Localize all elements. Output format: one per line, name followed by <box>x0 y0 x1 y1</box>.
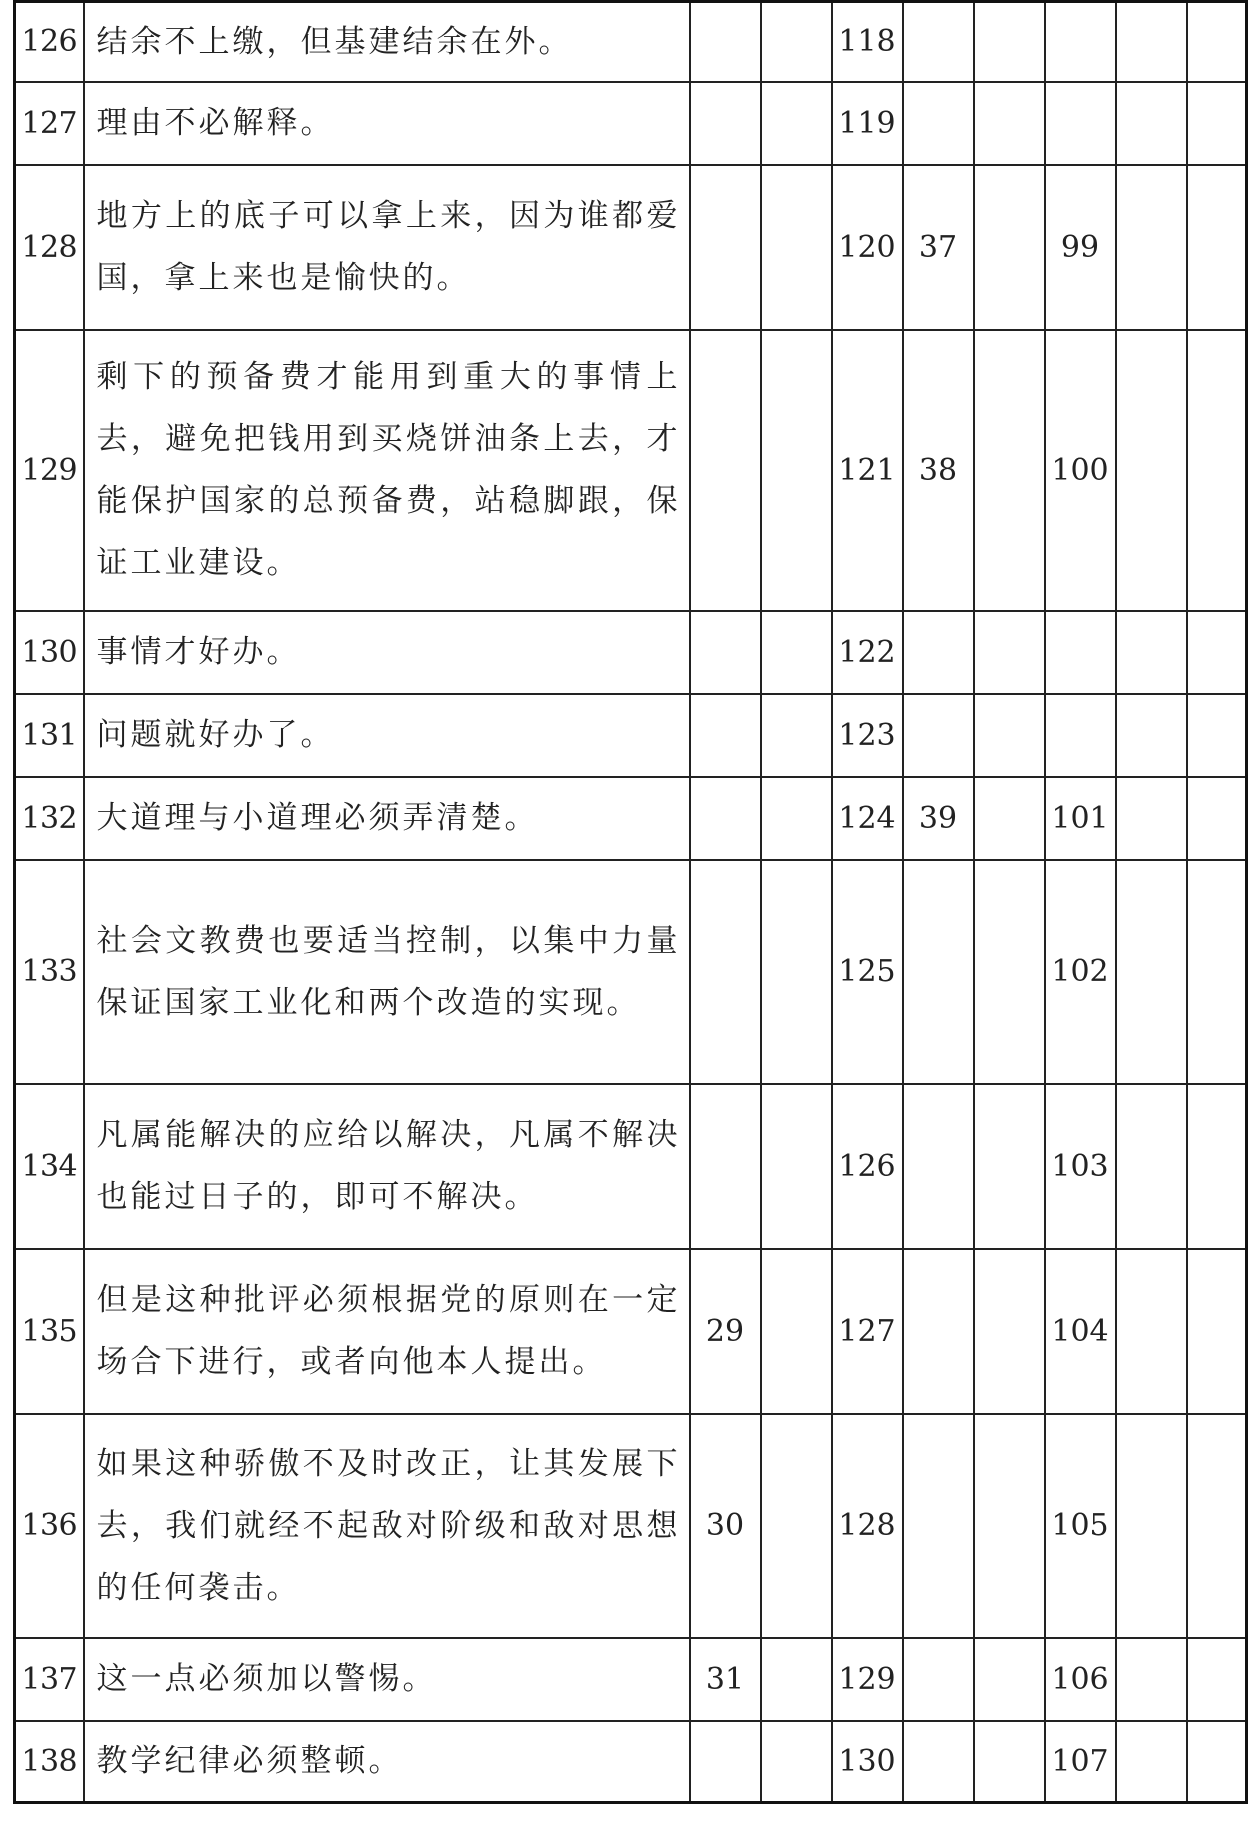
row-number: 134 <box>15 1084 84 1249</box>
value-cell-col-2 <box>761 1638 832 1721</box>
value-cell-col-5 <box>974 860 1045 1084</box>
row-number: 137 <box>15 1638 84 1721</box>
value-cell-col-4 <box>903 1638 974 1721</box>
value-cell-col-4 <box>903 611 974 694</box>
value-cell-col-7 <box>1116 694 1187 777</box>
value-cell-col-4 <box>903 1721 974 1803</box>
value-cell-col-7 <box>1116 1721 1187 1803</box>
sentence-text: 如果这种骄傲不及时改正，让其发展下去，我们就经不起敌对阶级和敌对思想的任何袭击。 <box>84 1414 690 1638</box>
value-cell-col-8 <box>1187 1638 1247 1721</box>
sentence-text: 地方上的底子可以拿上来，因为谁都爱国，拿上来也是愉快的。 <box>84 165 690 330</box>
value-cell-col-2 <box>761 1721 832 1803</box>
row-number: 133 <box>15 860 84 1084</box>
value-cell-col-1 <box>690 330 761 611</box>
value-cell-col-4 <box>903 1414 974 1638</box>
value-cell-col-4 <box>903 860 974 1084</box>
value-cell-col-7 <box>1116 1414 1187 1638</box>
value-cell-col-8 <box>1187 330 1247 611</box>
value-cell-col-4 <box>903 1249 974 1414</box>
value-cell-col-1 <box>690 694 761 777</box>
value-cell-col-5 <box>974 1721 1045 1803</box>
value-cell-col-6: 102 <box>1045 860 1116 1084</box>
value-cell-col-5 <box>974 1249 1045 1414</box>
table-row <box>15 1721 1247 1803</box>
value-cell-col-8 <box>1187 82 1247 165</box>
value-cell-col-5 <box>974 1414 1045 1638</box>
value-cell-col-2 <box>761 330 832 611</box>
value-cell-col-1 <box>690 777 761 860</box>
sentence-text: 大道理与小道理必须弄清楚。 <box>84 777 690 860</box>
value-cell-col-1 <box>690 165 761 330</box>
value-cell-col-4 <box>903 2 974 82</box>
value-cell-col-7 <box>1116 82 1187 165</box>
value-cell-col-7 <box>1116 2 1187 82</box>
value-cell-col-8 <box>1187 694 1247 777</box>
value-cell-col-5 <box>974 330 1045 611</box>
value-cell-col-5 <box>974 165 1045 330</box>
table-row <box>15 611 1247 694</box>
table-row <box>15 330 1247 611</box>
sentence-text: 结余不上缴，但基建结余在外。 <box>84 2 690 82</box>
value-cell-col-1 <box>690 82 761 165</box>
row-number: 138 <box>15 1721 84 1803</box>
value-cell-col-4: 37 <box>903 165 974 330</box>
table-row <box>15 777 1247 860</box>
value-cell-col-8 <box>1187 777 1247 860</box>
row-number: 132 <box>15 777 84 860</box>
value-cell-col-5 <box>974 777 1045 860</box>
table-row <box>15 694 1247 777</box>
value-cell-col-3: 129 <box>832 1638 903 1721</box>
table-row <box>15 1638 1247 1721</box>
value-cell-col-8 <box>1187 1414 1247 1638</box>
value-cell-col-3: 118 <box>832 2 903 82</box>
value-cell-col-2 <box>761 1249 832 1414</box>
row-number: 130 <box>15 611 84 694</box>
value-cell-col-1 <box>690 2 761 82</box>
row-number: 135 <box>15 1249 84 1414</box>
value-cell-col-1 <box>690 860 761 1084</box>
ledger-sheet <box>13 0 1245 1804</box>
sentence-text: 社会文教费也要适当控制，以集中力量保证国家工业化和两个改造的实现。 <box>84 860 690 1084</box>
table-body <box>15 2 1247 1803</box>
value-cell-col-8 <box>1187 1084 1247 1249</box>
value-cell-col-6: 103 <box>1045 1084 1116 1249</box>
sentence-text: 剩下的预备费才能用到重大的事情上去，避免把钱用到买烧饼油条上去，才能保护国家的总预备费，站稳脚跟，保证工业建设。 <box>84 330 690 611</box>
value-cell-col-2 <box>761 694 832 777</box>
value-cell-col-1: 30 <box>690 1414 761 1638</box>
value-cell-col-2 <box>761 165 832 330</box>
value-cell-col-5 <box>974 1638 1045 1721</box>
value-cell-col-3: 122 <box>832 611 903 694</box>
value-cell-col-6: 107 <box>1045 1721 1116 1803</box>
sentence-text: 凡属能解决的应给以解决，凡属不解决也能过日子的，即可不解决。 <box>84 1084 690 1249</box>
value-cell-col-3: 125 <box>832 860 903 1084</box>
table-row <box>15 1414 1247 1638</box>
value-cell-col-2 <box>761 777 832 860</box>
value-cell-col-5 <box>974 2 1045 82</box>
sentence-text: 事情才好办。 <box>84 611 690 694</box>
value-cell-col-8 <box>1187 1721 1247 1803</box>
value-cell-col-2 <box>761 1414 832 1638</box>
value-cell-col-8 <box>1187 860 1247 1084</box>
table-row <box>15 165 1247 330</box>
value-cell-col-3: 128 <box>832 1414 903 1638</box>
value-cell-col-7 <box>1116 860 1187 1084</box>
row-number: 129 <box>15 330 84 611</box>
value-cell-col-5 <box>974 611 1045 694</box>
value-cell-col-2 <box>761 82 832 165</box>
row-number: 136 <box>15 1414 84 1638</box>
value-cell-col-3: 120 <box>832 165 903 330</box>
value-cell-col-2 <box>761 860 832 1084</box>
value-cell-col-1: 29 <box>690 1249 761 1414</box>
value-cell-col-6: 100 <box>1045 330 1116 611</box>
sentence-text: 教学纪律必须整顿。 <box>84 1721 690 1803</box>
table-row <box>15 1084 1247 1249</box>
value-cell-col-8 <box>1187 1249 1247 1414</box>
row-number: 128 <box>15 165 84 330</box>
value-cell-col-1: 31 <box>690 1638 761 1721</box>
value-cell-col-4: 38 <box>903 330 974 611</box>
value-cell-col-8 <box>1187 611 1247 694</box>
table-row <box>15 82 1247 165</box>
table-row <box>15 1249 1247 1414</box>
value-cell-col-3: 126 <box>832 1084 903 1249</box>
table-row <box>15 860 1247 1084</box>
value-cell-col-6 <box>1045 611 1116 694</box>
value-cell-col-2 <box>761 1084 832 1249</box>
value-cell-col-7 <box>1116 1638 1187 1721</box>
value-cell-col-4 <box>903 82 974 165</box>
value-cell-col-4: 39 <box>903 777 974 860</box>
value-cell-col-5 <box>974 82 1045 165</box>
value-cell-col-1 <box>690 1721 761 1803</box>
value-cell-col-6: 105 <box>1045 1414 1116 1638</box>
value-cell-col-2 <box>761 2 832 82</box>
row-number: 127 <box>15 82 84 165</box>
value-cell-col-6 <box>1045 2 1116 82</box>
sentence-text: 理由不必解释。 <box>84 82 690 165</box>
value-cell-col-7 <box>1116 777 1187 860</box>
table-row <box>15 2 1247 82</box>
value-cell-col-6 <box>1045 82 1116 165</box>
value-cell-col-7 <box>1116 611 1187 694</box>
value-cell-col-8 <box>1187 165 1247 330</box>
row-number: 126 <box>15 2 84 82</box>
value-cell-col-6 <box>1045 694 1116 777</box>
value-cell-col-6: 106 <box>1045 1638 1116 1721</box>
value-cell-col-3: 127 <box>832 1249 903 1414</box>
value-cell-col-1 <box>690 611 761 694</box>
sentence-text: 但是这种批评必须根据党的原则在一定场合下进行，或者向他本人提出。 <box>84 1249 690 1414</box>
value-cell-col-2 <box>761 611 832 694</box>
value-cell-col-6: 101 <box>1045 777 1116 860</box>
value-cell-col-7 <box>1116 165 1187 330</box>
sentence-text: 问题就好办了。 <box>84 694 690 777</box>
value-cell-col-3: 119 <box>832 82 903 165</box>
value-cell-col-3: 121 <box>832 330 903 611</box>
value-cell-col-7 <box>1116 1084 1187 1249</box>
value-cell-col-3: 130 <box>832 1721 903 1803</box>
row-number: 131 <box>15 694 84 777</box>
value-cell-col-5 <box>974 694 1045 777</box>
value-cell-col-3: 123 <box>832 694 903 777</box>
value-cell-col-3: 124 <box>832 777 903 860</box>
value-cell-col-7 <box>1116 1249 1187 1414</box>
value-cell-col-8 <box>1187 2 1247 82</box>
value-cell-col-4 <box>903 1084 974 1249</box>
value-cell-col-1 <box>690 1084 761 1249</box>
value-cell-col-6: 104 <box>1045 1249 1116 1414</box>
value-cell-col-4 <box>903 694 974 777</box>
sentence-text: 这一点必须加以警惕。 <box>84 1638 690 1721</box>
sentence-index-table <box>13 0 1248 1804</box>
value-cell-col-6: 99 <box>1045 165 1116 330</box>
value-cell-col-7 <box>1116 330 1187 611</box>
value-cell-col-5 <box>974 1084 1045 1249</box>
